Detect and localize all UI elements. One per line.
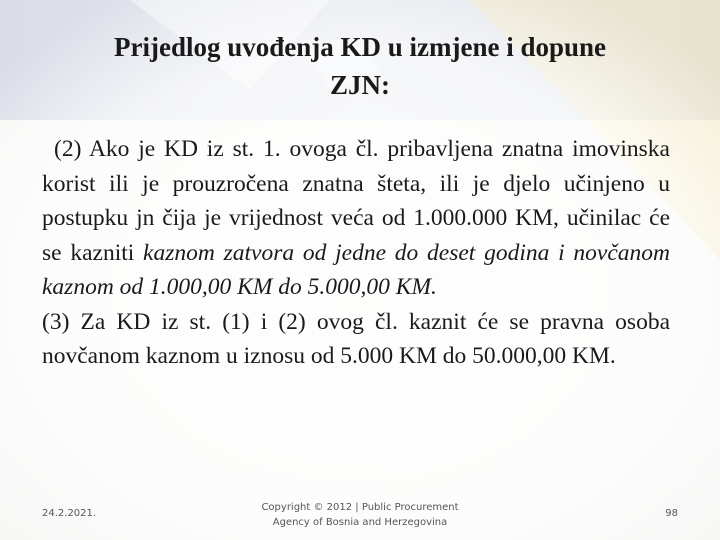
footer-date: 24.2.2021. [42,508,97,519]
footer-copyright [250,500,470,530]
slide-title [40,28,680,104]
slide-body [42,132,670,374]
paragraph-2-penalty-italic: kaznom zatvora od jedne do deset godina i novčanom kaznom od 1.000,00 KM do 5.000,00 KM. [42,239,670,300]
footer-copyright-line1: Copyright © 2012 | Public Procurement [261,502,459,513]
page-number: 98 [665,508,678,519]
paragraph-2-text: (2) Ako je KD iz st. 1. ovoga čl. pribavljena znatna imovinska korist ili je prouzročena znatna šteta, ili je djelo učinjeno u postupku jn čija je vrijednost veća od 1.000.000 KM, učinilac će se kazniti [42,136,670,266]
slide-title-line1: Prijedlog uvođenja KD u izmjene i dopune [113,32,606,62]
paragraph-2 [42,132,670,305]
footer-copyright-line2: Agency of Bosnia and Herzegovina [272,517,448,528]
paragraph-3: (3) Za KD iz st. (1) i (2) ovog čl. kaznit će se pravna osoba novčanom kaznom u iznosu od 5.000 KM do 50.000,00 KM. [42,308,670,369]
slide-title-line2: ZJN: [330,70,390,100]
